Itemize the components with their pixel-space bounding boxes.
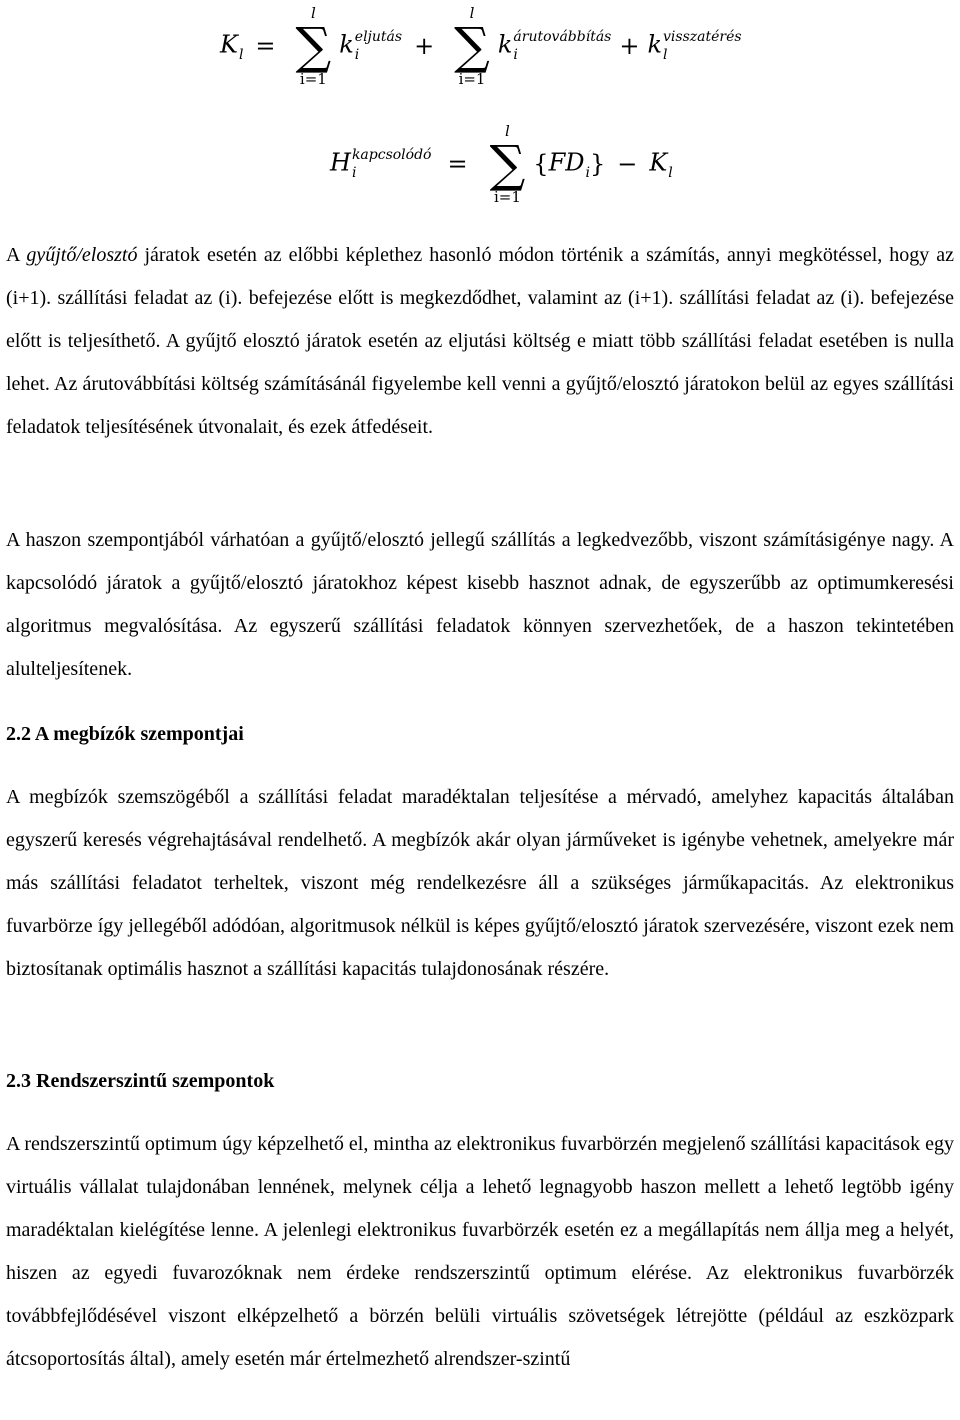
- eq2-brace-close: }: [589, 150, 606, 178]
- eq1-equals: =: [255, 32, 276, 60]
- eq1-plus-2: +: [619, 32, 640, 60]
- eq2-lhs: H kapcsolódó i: [330, 147, 432, 181]
- section-heading-2-2: 2.2 A megbízók szempontjai: [6, 723, 244, 745]
- eq1-plus-1: +: [414, 32, 435, 60]
- eq1-term-3: k visszatérés l: [647, 29, 742, 63]
- paragraph-clients: A megbízók szemszögéből a szállítási feladat maradéktalan teljesítése a mérvadó, amelyhez kapacitás általában egyszerű keresés végrehajtásával rendelhető. A megbízók akár olyan járműveket is igénybe vehetnek, amelyekre már más szállítási feladatot terheltek, viszont még rendelkezésre áll a szükséges járműkapacitás. Az elektronikus fuvarbörze így jellegéből adódóan, algoritmusok nélkül is képes gyűjtő/elosztó járatok szervezésére, viszont ezek nem biztosítanak optimális hasznot a szállítási kapacitás tulajdonosának részére.: [6, 786, 954, 980]
- paragraph-collector-distributor: A gyűjtő/elosztó járatok esetén az előbbi képlethez hasonló módon történik a számítás, annyi megkötéssel, hogy az (i+1). szállítási feladat az (i). befejezése előtt is megkezdődhet, valamint az (i+1). szállítási feladat az (i). befejezése előtt is teljesíthető. A gyűjtő elosztó járatok esetén az eljutási költség e miatt több szállítási feladat esetében is nulla lehet. Az árutovábbítási költség számításánál figyelembe kell venni a gyűjtő/elosztó járatokon belül az egyes szállítási feladatok teljesítésének útvonalait, és ezek átfedéseit.: [6, 244, 954, 438]
- paragraph-profit-perspective: A haszon szempontjából várhatóan a gyűjtő/elosztó jellegű szállítás a legkedvezőbb, viszont számításigénye nagy. A kapcsolódó járatok a gyűjtő/elosztó járatokhoz képest kisebb hasznot adnak, de egyszerűbb az optimumkeresési algoritmus megvalósítása. Az egyszerű szállítási feladatok könnyen szervezhetőek, de a haszon tekintetében alulteljesítenek.: [6, 529, 954, 680]
- eq2-sum: l ∑ i=1: [489, 122, 526, 206]
- eq1-sum-2: l ∑ i=1: [454, 4, 490, 88]
- eq1-term-1: k eljutás i: [339, 29, 403, 63]
- eq2-equals: =: [447, 150, 468, 178]
- eq2-brace-open: {: [533, 150, 549, 178]
- eq1-lhs: K l: [220, 30, 244, 63]
- equation-cost: [220, 0, 742, 92]
- eq2-minus: −: [617, 150, 638, 178]
- eq2-k: K l: [649, 148, 673, 181]
- equation-profit: [330, 118, 673, 210]
- section-heading-2-3: 2.3 Rendszerszintű szempontok: [6, 1070, 275, 1092]
- eq2-fd: FD i: [548, 148, 590, 181]
- paragraph-system-level: A rendszerszintű optimum úgy képzelhető el, mintha az elektronikus fuvarbörzén megjelenő szállítási kapacitások egy virtuális vállalat tulajdonában lennének, melynek célja a lehető legnagyobb haszon mellett a lehető legtöbb igény maradéktalan kielégítése lenne. A jelenlegi elektronikus fuvarbörzék esetén ez a megállapítás nem állja meg a helyét, hiszen az egyedi fuvarozóknak nem érdeke rendszerszintű optimum elérése. Az elektronikus fuvarbörzék továbbfejlődésével viszont elképzelhető a börzén belüli virtuális szövetségek létrejötte (például az eszközpark átcsoportosítás által), amely esetén már értelmezhető alrendszer-szintű: [6, 1133, 954, 1370]
- eq1-sum-1: l ∑ i=1: [295, 4, 332, 88]
- eq1-term-2: k árutovábbítás i: [497, 29, 612, 63]
